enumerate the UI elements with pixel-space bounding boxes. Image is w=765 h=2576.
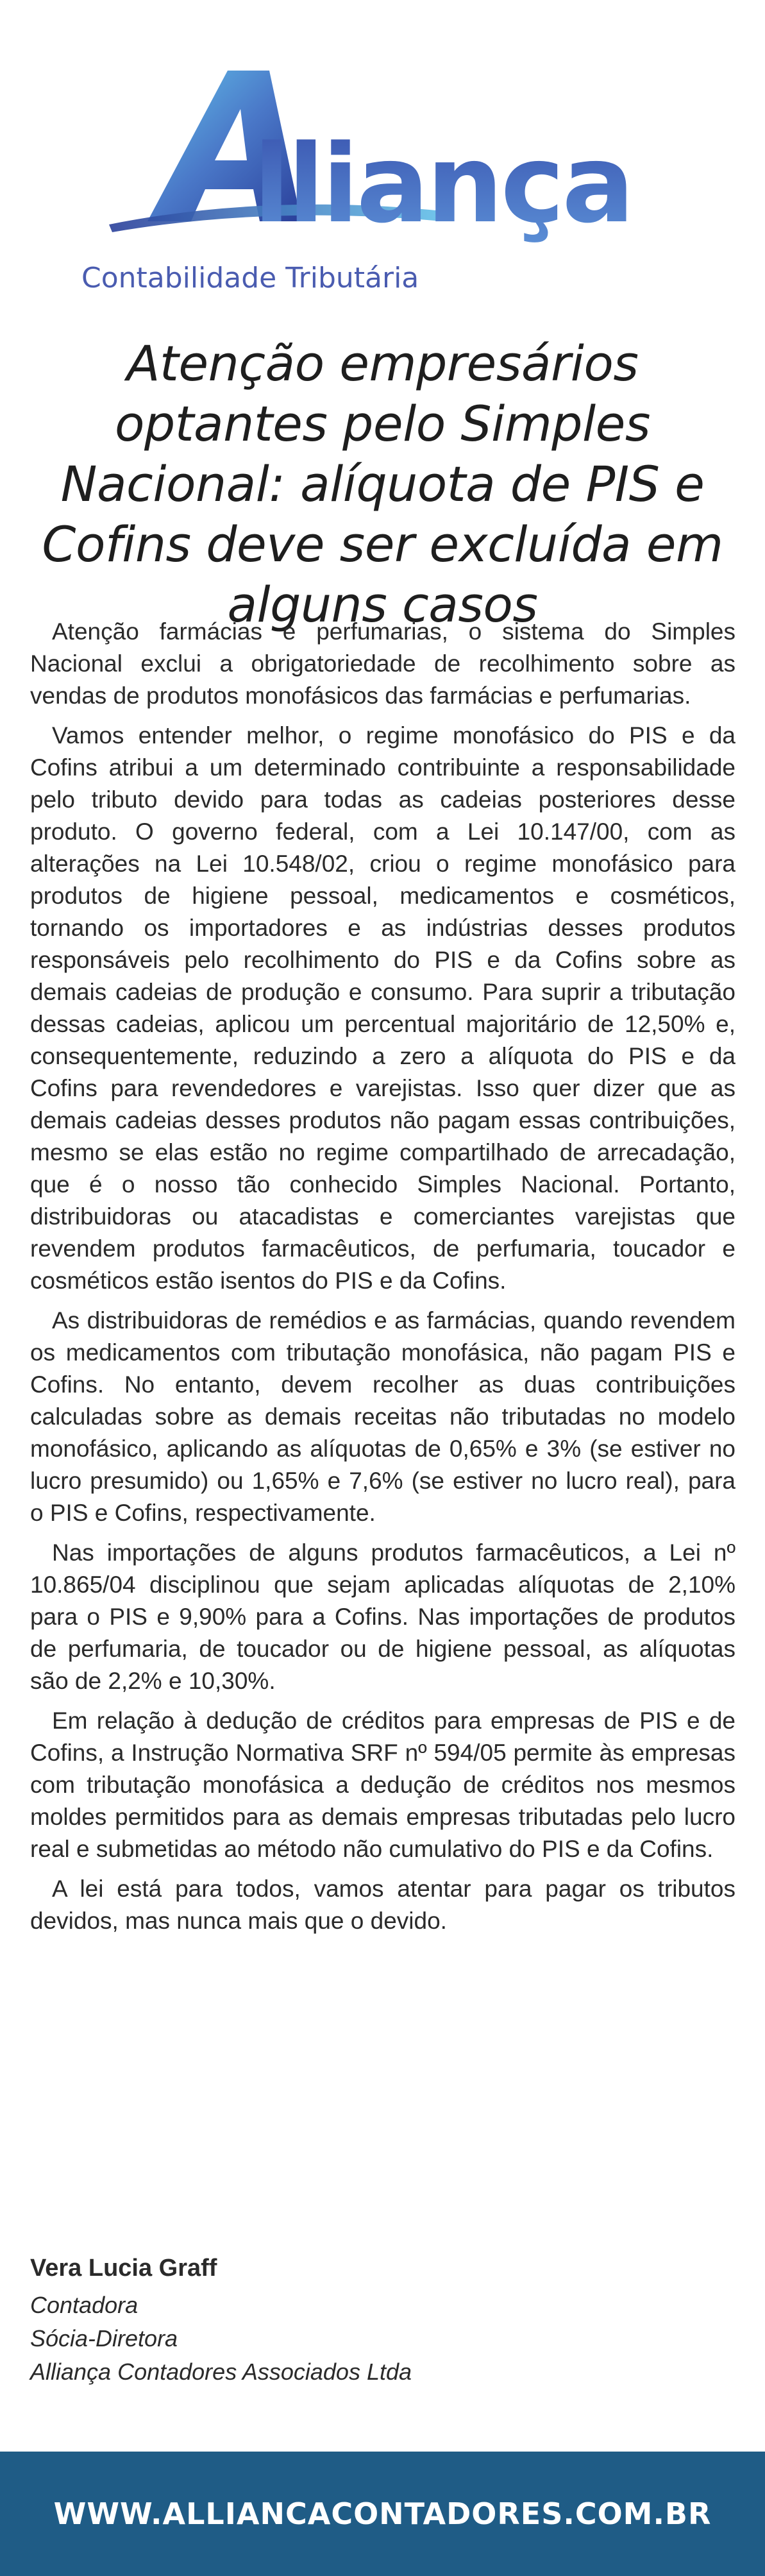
footer-bar <box>0 2452 765 2576</box>
logo-graphic <box>0 0 765 334</box>
allianca-logo <box>0 0 765 334</box>
article-paragraph: Nas importações de alguns produtos farmacêuticos, a Lei nº 10.865/04 disciplinou que sejam aplicadas alíquotas de 2,10% para o PIS e 9,90% para a Cofins. Nas importações de produtos de perfumaria, de toucador ou de higiene pessoal, as alíquotas são de 2,2% e 10,30%. <box>30 1539 736 1694</box>
article-paragraph: Vamos entender melhor, o regime monofásico do PIS e da Cofins atribui a um determinado contribuinte a responsabilidade pelo tributo devido para todas as cadeias posteriores desse produto. O governo federal, com a Lei 10.147/00, com as alterações na Lei 10.548/02, criou o regime monofásico para produtos de higiene pessoal, medicamentos e cosméticos, tornando os importadores e as indústrias desses produtos responsáveis pelo recolhimento do PIS e da Cofins sobre as demais cadeias de produção e consumo. Para suprir a tributação dessas cadeias, aplicou um percentual majoritário de 12,50% e, consequentemente, reduzindo a zero a alíquota do PIS e da Cofins para revendedores e varejistas. Isso quer dizer que as demais cadeias desses produtos não pagam essas contribuições, mesmo se elas estão no regime compartilhado de arrecadação, que é o nosso tão conhecido Simples Nacional. Portanto, distribuidoras ou atacadistas e comerciantes varejistas que revendem produtos farmacêuticos, de perfumaria, toucador e cosméticos estão isentos do PIS e da Cofins. <box>30 722 736 1294</box>
author-signature <box>30 2251 736 2389</box>
article-paragraph: Em relação à dedução de créditos para empresas de PIS e de Cofins, a Instrução Normativa SRF nº 594/05 permite às empresas com tributação monofásica a dedução de créditos nos mesmos moldes permitidos para as demais empresas tributadas pelo lucro real e submetidas ao método não cumulativo do PIS e da Cofins. <box>30 1707 736 1862</box>
article-paragraph: As distribuidoras de remédios e as farmácias, quando revendem os medicamentos com tributação monofásica, não pagam PIS e Cofins. No entanto, devem recolher as duas contribuições calculadas sobre as demais receitas não tributadas no modelo monofásico, aplicando as alíquotas de 0,65% e 3% (se estiver no lucro presumido) ou 1,65% e 7,6% (se estiver no lucro real), para o PIS e Cofins, respectivamente. <box>30 1307 736 1526</box>
author-company: Alliança Contadores Associados Ltda <box>30 2359 412 2385</box>
article-headline: Atenção empresários optantes pelo Simples Nacional: alíquota de PIS e Cofins deve ser excluída em alguns casos <box>42 335 723 633</box>
author-name: Vera Lucia Graff <box>30 2255 217 2282</box>
article-paragraph: A lei está para todos, vamos atentar para pagar os tributos devidos, mas nunca mais que o devido. <box>30 1876 736 1934</box>
article-body <box>30 616 736 1945</box>
logo-wordmark: lliança <box>253 121 632 247</box>
author-role: Contadora <box>30 2292 139 2318</box>
website-link[interactable]: WWW.ALLIANCACONTADORES.COM.BR <box>53 2496 712 2531</box>
article-paragraph: Atenção farmácias e perfumarias, o sistema do Simples Nacional exclui a obrigatoriedade de recolhimento sobre as vendas de produtos monofásicos das farmácias e perfumarias. <box>30 618 736 709</box>
logo-tagline: Contabilidade Tributária <box>81 262 419 294</box>
author-title: Sócia-Diretora <box>30 2325 178 2351</box>
